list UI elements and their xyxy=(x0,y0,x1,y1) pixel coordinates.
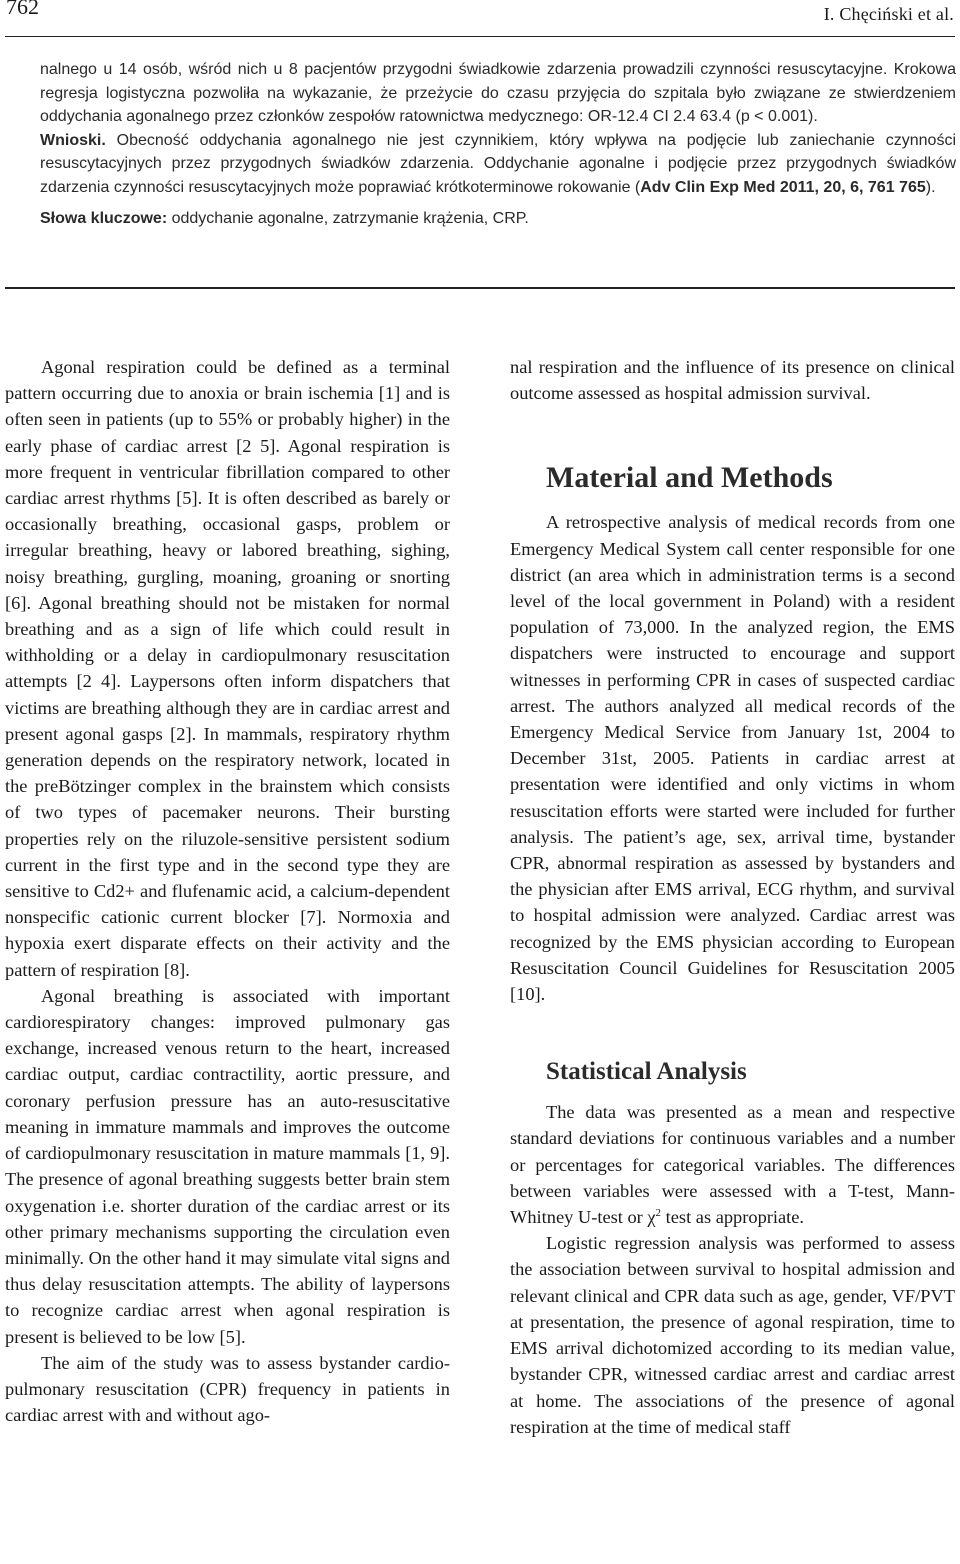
heading-material-methods: Material and Methods xyxy=(546,461,833,495)
header-rule xyxy=(5,36,955,37)
citation-close: ). xyxy=(925,178,936,196)
heading-statistical-analysis: Statistical Analysis xyxy=(546,1058,747,1086)
conclusions-label: Wnioski. xyxy=(40,131,106,149)
abstract-keywords xyxy=(40,207,956,231)
stats-paragraph-2: Logistic regression analysis was performed to assess the association between survival to hospital admission and relevant clinical and CPR data such as age, gender, VF/PVT at presentation, the presence of agonal respiration, time to EMS arrival dichotomized according to its median value, bystander CPR, witnessed cardiac arrest and cardiac arrest at home. The associations of the presence of agonal respiration at the time of medical staff xyxy=(510,1233,955,1437)
keywords-text: oddychanie agonalne, zatrzymanie krążenia, CRP. xyxy=(167,210,529,227)
right-column xyxy=(510,354,955,1440)
stats-text-end: test as appropriate. xyxy=(661,1207,805,1228)
abstract-conclusions xyxy=(40,129,956,200)
page-number: 762 xyxy=(6,0,39,19)
stats-paragraph-1 xyxy=(510,1099,955,1230)
abstract-block xyxy=(40,58,956,231)
conclusions-text: Obecność oddychania agonalnego nie jest czynnikiem, który wpływa na podjęcie lub zaniechanie czynności resuscytacyjnych przez przygodnych świadków zdarzenia. Oddychanie agonalne i podjęcie przez przygodnych świadków zdarzenia czynności resuscytacyjnych może poprawiać krótkoterminowe rokowanie ( xyxy=(40,131,956,196)
methods-paragraph-1: A retrospective analysis of medical records from one Emergency Medical System call center responsible for one district (an area which in administration terms is a second level of the local government in Poland) with a resident population of 73,000. In the analyzed region, the EMS dispatchers were instructed to encourage and support witnesses in performing CPR in cases of suspected cardiac arrest. The authors analyzed all medical records of the Emergency Medical Service from January 1st, 2004 to December 31st, 2005. Patients in cardiac arrest at presentation were identified and only victims in whom resuscitation efforts were started were included for further analysis. The patient’s age, sex, arrival time, bystander CPR, abnormal respiration as assessed by bystanders and the physician after EMS arrival, ECG rhythm, and survival to hospital admission were analyzed. Cardiac arrest was recognized by the EMS physician according to European Resuscitation Council Guidelines for Resuscitation 2005 [10]. xyxy=(510,512,955,1005)
running-head: I. Chęciński et al. xyxy=(823,4,954,24)
intro-paragraph-3: The aim of the study was to assess bystander cardio-pulmonary resuscitation (CPR) frequency in patients in cardiac arrest with and without ago- xyxy=(5,1352,450,1426)
intro-paragraph-1: Agonal respiration could be defined as a terminal pattern occurring due to anoxia or brain ischemia [1] and is often seen in patients (up to 55% or probably higher) in the early phase of cardiac arrest [2 5]. Agonal respiration is more frequent in ventricular fibrillation compared to other cardiac arrest rhythms [5]. It is often described as barely or occasionally breathing, occasional gasps, problem or irregular breathing, heavy or labored breathing, sighing, noisy breathing, gurgling, moaning, groaning or snorting [6]. Agonal breathing should not be mistaken for normal breathing and as a sign of life which could result in withholding or a delay in cardiopulmonary resuscitation attempts [2 4]. Laypersons often inform dispatchers that victims are breathing although they are in cardiac arrest and present agonal gasps [2]. In mammals, respiratory rhythm generation depends on the respiratory network, located in the preBötzinger complex in the brainstem which consists of two types of pacemaker neurons. Their bursting properties rely on the riluzole-sensitive persistent sodium current in the first type and in the second type they are sensitive to Cd2+ and flufenamic acid, a calcium-dependent nonspecific cationic current blocker [7]. Normoxia and hypoxia exert disparate effects on their activity and the pattern of respiration [8]. xyxy=(5,357,450,980)
citation: Adv Clin Exp Med 2011, 20, 6, 761 765 xyxy=(640,178,926,196)
abstract-results: nalnego u 14 osób, wśród nich u 8 pacjentów przygodni świadkowie zdarzenia prowadzili czynności resuscytacyjne. Krokowa regresja logistyczna pozwoliła na wykazanie, że przeżycie do czasu przyjęcia do szpitala było związane ze stwierdzeniem oddychania agonalnego przez członków zespołów ratownictwa medycznego: OR-12.4 CI 2.4 63.4 (p < 0.001). xyxy=(40,61,956,125)
keywords-label: Słowa kluczowe: xyxy=(40,210,168,227)
intro-paragraph-2: Agonal breathing is associated with important cardiorespiratory changes: improved pulmonary gas exchange, increased venous return to the heart, increased cardiac output, cardiac contractility, aortic pressure, and coronary perfusion pressure has an auto-resuscitative meaning in immature mammals and improves the outcome of cardiopulmonary resuscitation in mature mammals [1, 9]. The presence of agonal breathing suggests better brain stem oxygenation i.e. shorter duration of the cardiac arrest or its other primary mechanisms supporting the circulation even minimally. On the other hand it may simulate vital signs and thus delay resuscitation attempts. The ability of laypersons to recognize cardiac arrest when agonal respiration is present is believed to be low [5]. xyxy=(5,985,450,1347)
chi-square-superscript: 2 xyxy=(655,1206,662,1219)
left-column xyxy=(5,354,450,1428)
stats-text: The data was presented as a mean and respective standard deviations for continuous variables and a number or percentages for categorical variables. The differences between variables were assessed with a T-test, Mann-Whitney U-test or χ xyxy=(510,1102,955,1228)
abstract-rule xyxy=(5,287,955,289)
intro-paragraph-3-continued: nal respiration and the influence of its presence on clinical outcome assessed as hospital admission survival. xyxy=(510,357,955,404)
